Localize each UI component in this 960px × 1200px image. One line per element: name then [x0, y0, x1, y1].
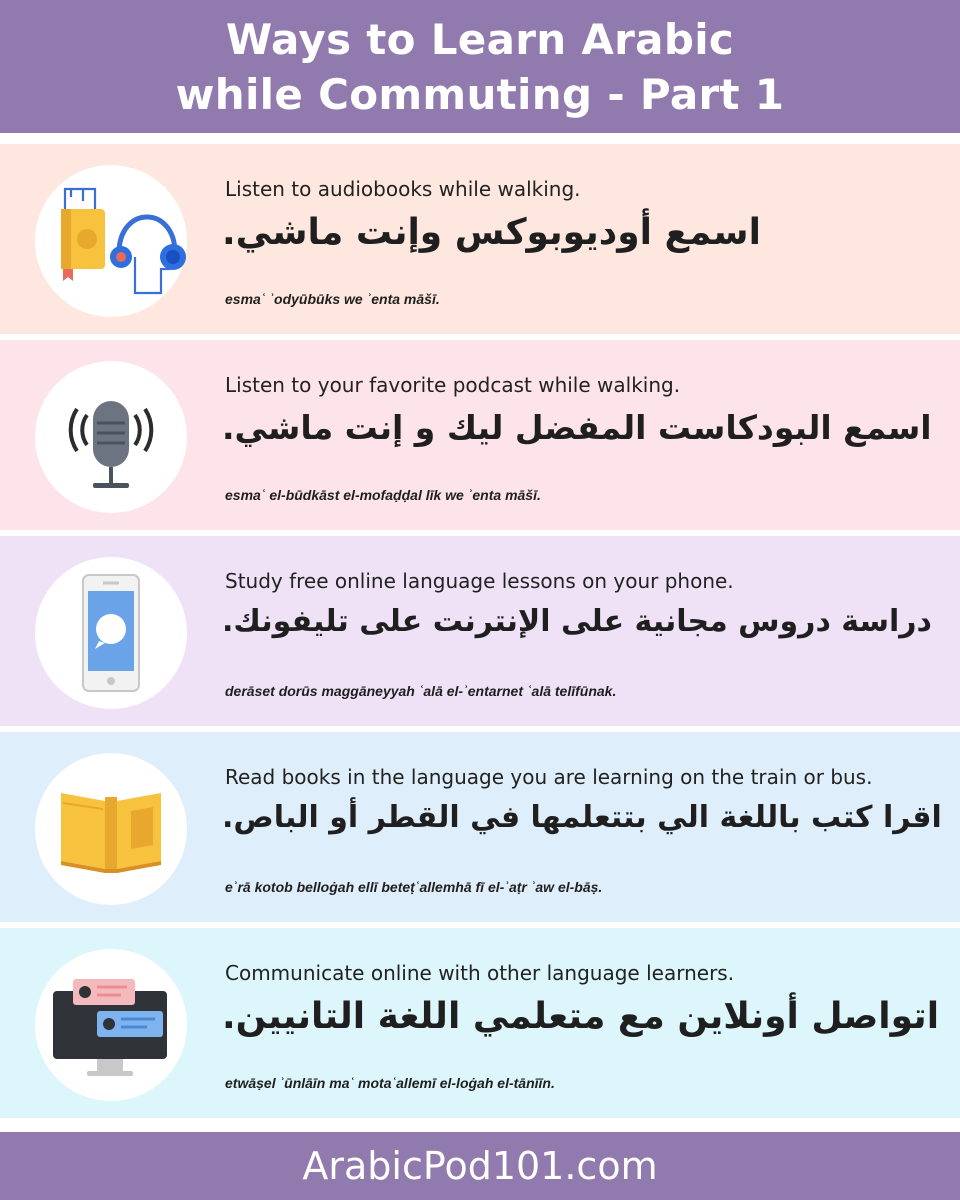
open-book-icon — [35, 753, 187, 905]
transliteration-text: esmaʿ ʾodyūbūks we ʾenta māšī. — [225, 291, 440, 307]
tip-row-online-lessons — [0, 536, 960, 726]
arabic-text: اتواصل أونلاين مع متعلمي اللغة التانيين. — [222, 996, 940, 1037]
english-text: Read books in the language you are learning on the train or bus. — [225, 765, 873, 789]
microphone-icon — [35, 361, 187, 513]
transliteration-text: esmaʿ el-būdkāst el-mofaḍḍal līk we ʾenta māšī. — [225, 487, 541, 503]
header-banner — [0, 0, 960, 133]
tip-row-podcast — [0, 340, 960, 530]
english-text: Communicate online with other language learners. — [225, 961, 735, 985]
transliteration-text: derāset dorūs maggāneyyah ʿalā el-ʾentarnet ʿalā telīfūnak. — [225, 683, 617, 699]
title-line-1: Ways to Learn Arabic — [225, 14, 735, 64]
transliteration-text: etwāṣel ʾūnlāīn maʿ motaʿallemī el-loġah el-tānīīn. — [225, 1075, 555, 1091]
title-line-2: while Commuting - Part 1 — [175, 69, 785, 119]
arabic-text: اسمع أوديوبوكس وإنت ماشي. — [222, 212, 761, 253]
tip-row-read-books — [0, 732, 960, 922]
smartphone-chat-icon — [35, 557, 187, 709]
tip-row-audiobooks — [0, 144, 960, 334]
english-text: Listen to your favorite podcast while walking. — [225, 373, 681, 397]
footer-banner — [0, 1132, 960, 1200]
audiobook-headphones-icon — [35, 165, 187, 317]
transliteration-text: eʾrā kotob belloġah ellī beteṭʿallemhā fī el-ʾaṭr ʾaw el-bāṣ. — [225, 879, 603, 895]
english-text: Listen to audiobooks while walking. — [225, 177, 581, 201]
arabic-text: اسمع البودكاست المفضل ليك و إنت ماشي. — [222, 408, 932, 447]
arabic-text: دراسة دروس مجانية على الإنترنت على تليفونك. — [222, 604, 932, 639]
english-text: Study free online language lessons on your phone. — [225, 569, 734, 593]
arabic-text: اقرا كتب باللغة الي بتتعلمها في القطر أو الباص. — [222, 800, 942, 835]
site-link[interactable]: ArabicPod101.com — [302, 1144, 658, 1188]
monitor-chat-icon — [35, 949, 187, 1101]
tip-row-communicate — [0, 928, 960, 1118]
